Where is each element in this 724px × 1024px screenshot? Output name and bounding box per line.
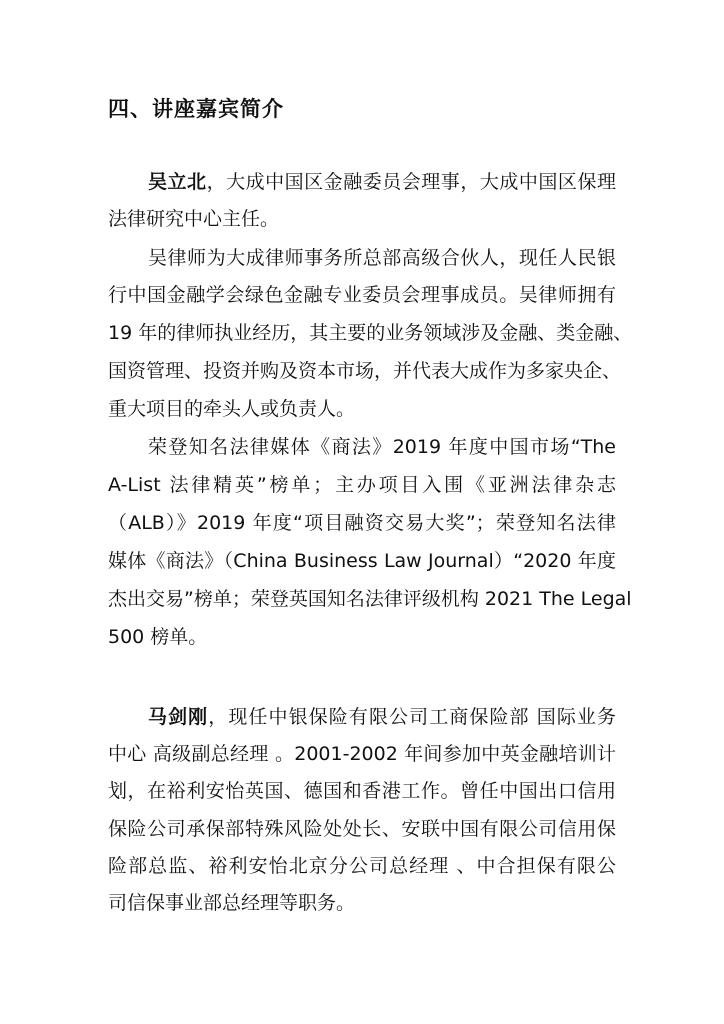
speaker1-bio1-line-4: 国资管理、投资并购及资本市场，并代表大成作为多家央企、 [108, 360, 622, 382]
speaker2-line-2: 中心 高级副总经理 。2001-2002 年间参加中英金融培训计 [108, 743, 616, 765]
speaker1-bio1-line-2: 行中国金融学会绿色金融专业委员会理事成员。吴律师拥有 [108, 284, 616, 306]
speaker1-bio2-line-6: 500 榜单。 [108, 626, 208, 648]
speaker1-bio2-line-3: （ALB）》2019 年度“项目融资交易大奖”；荣登知名法律 [108, 512, 616, 534]
speaker2-text-1: ，现任中银保险有限公司工商保险部 国际业务 [208, 706, 616, 728]
speaker1-name: 吴立北 [148, 171, 207, 193]
speaker1-bio2-line-5: 杰出交易”榜单；荣登英国知名法律评级机构 2021 The Legal [108, 588, 632, 610]
speaker1-bio1-line-3: 19 年的律师执业经历，其主要的业务领域涉及金融、类金融、 [108, 322, 633, 344]
speaker1-bio2-line-2: A-List 法律精英”榜单；主办项目入围《亚洲法律杂志 [108, 474, 616, 496]
speaker1-title-line-1 [148, 168, 616, 196]
speaker2-name: 马剑刚 [148, 706, 209, 728]
speaker1-bio1-line-1: 吴律师为大成律师事务所总部高级合伙人，现任人民银 [148, 247, 616, 269]
speaker1-bio1-line-5: 重大项目的牵头人或负责人。 [108, 398, 356, 420]
speaker1-title-text: ，大成中国区金融委员会理事，大成中国区保理 [206, 171, 616, 193]
speaker1-bio2-line-1: 荣登知名法律媒体《商法》2019 年度中国市场“The [148, 436, 616, 458]
speaker2-line-1 [148, 703, 616, 731]
speaker2-line-4: 保险公司承保部特殊风险处处长、安联中国有限公司信用保 [108, 818, 616, 840]
section-title: 四、讲座嘉宾简介 [108, 97, 284, 121]
speaker2-line-3: 划，在裕利安怡英国、德国和香港工作。曾任中国出口信用 [108, 780, 616, 802]
speaker1-bio2-line-4: 媒体《商法》（China Business Law Journal）“2020 年度 [108, 550, 616, 572]
speaker2-line-6: 司信保事业部总经理等职务。 [108, 892, 356, 914]
speaker1-title-line-2: 法律研究中心主任。 [108, 208, 280, 230]
speaker2-line-5: 险部总监、裕利安怡北京分公司总经理 、中合担保有限公 [108, 855, 616, 877]
